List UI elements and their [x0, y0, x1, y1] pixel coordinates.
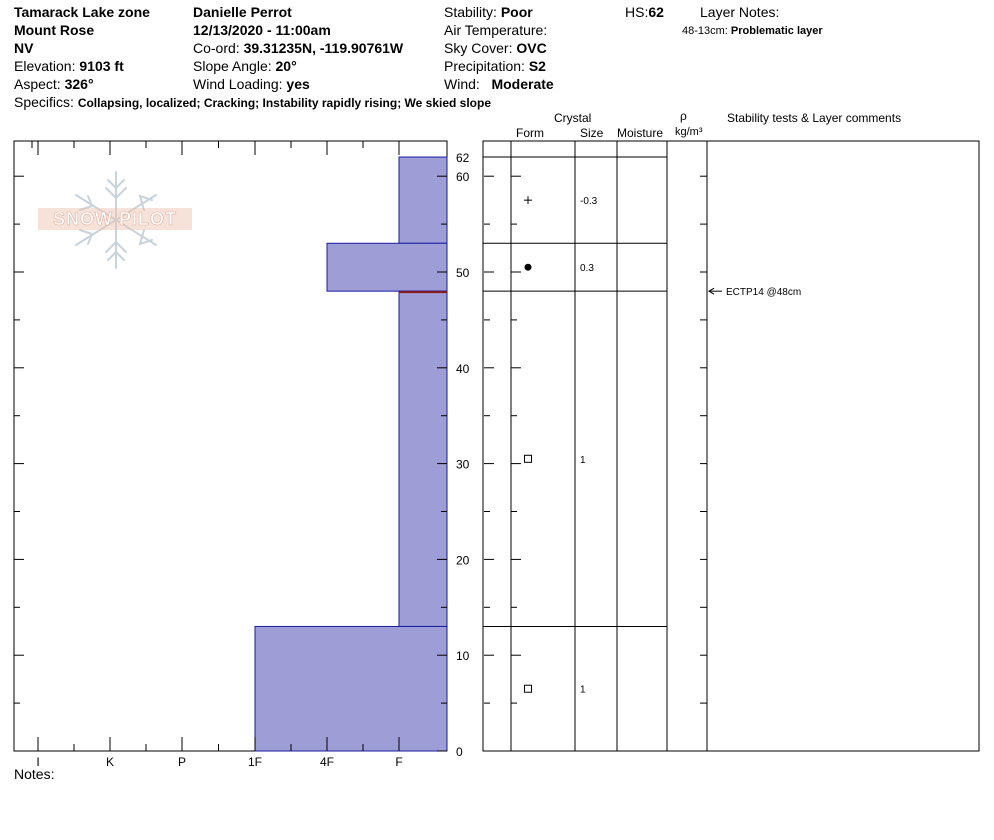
size-header: Size [580, 126, 604, 140]
hardness-label-1F: 1F [247, 755, 263, 769]
layer-bar-2 [399, 291, 447, 626]
wind-loading-value: yes [286, 76, 310, 92]
density-unit: kg/m³ [675, 126, 703, 138]
coord-value: 39.31235N, -119.90761W [243, 40, 404, 56]
hs-label: HS: [625, 4, 649, 20]
hardness-label-K: K [105, 755, 115, 769]
hardness-label-F: F [395, 755, 403, 769]
specifics-value: Collapsing, localized; Cracking; Instability rapidly rising; We skied slope [77, 96, 492, 110]
slope-label: Slope Angle: [193, 58, 272, 74]
layer-bar-1 [327, 243, 447, 291]
sky-value: OVC [516, 40, 547, 56]
snowpilot-logo-text: SNOW PILOT [38, 208, 192, 230]
height-label-40: 40 [456, 361, 470, 376]
moisture-header: Moisture [617, 126, 664, 140]
sky-label: Sky Cover: [444, 40, 513, 56]
notes-label: Notes: [14, 766, 55, 782]
stability-comments-header: Stability tests & Layer comments [727, 111, 902, 125]
coord-label: Co-ord: [193, 40, 240, 56]
slope-value: 20° [275, 58, 297, 74]
precip-label: Precipitation: [444, 58, 525, 74]
form-symbol-3 [525, 685, 532, 692]
hardness-label-P: P [177, 755, 187, 769]
hardness-label-4F: 4F [319, 755, 335, 769]
height-label-60: 60 [456, 170, 470, 185]
range-name: Mount Rose [14, 22, 95, 38]
precip-value: S2 [528, 58, 546, 74]
aspect-value: 326° [64, 76, 94, 92]
observation-datetime: 12/13/2020 - 11:00am [193, 22, 331, 38]
observer-name: Danielle Perrot [193, 4, 292, 20]
layer-table-frame [483, 141, 979, 751]
height-label-50: 50 [456, 266, 470, 280]
layer-bar-0 [399, 157, 447, 243]
crystal-header: Crystal [554, 111, 592, 125]
crystal-size-3: 1 [580, 684, 586, 696]
wind-label: Wind: [444, 76, 480, 92]
total-height-label: 62 [456, 151, 470, 166]
location-name: Tamarack Lake zone [14, 4, 150, 20]
test-label-0: ECTP14 @48cm [726, 287, 802, 299]
form-header: Form [516, 126, 544, 140]
form-symbol-1 [525, 264, 532, 271]
form-symbol-2 [525, 455, 532, 462]
aspect-label: Aspect: [14, 76, 61, 92]
height-label-10: 10 [456, 649, 470, 664]
crystal-size-2: 1 [580, 454, 586, 466]
layer-bar-3 [255, 626, 447, 751]
height-label-30: 30 [456, 457, 470, 472]
layer-notes-label: Layer Notes: [700, 4, 780, 20]
wind-loading-label: Wind Loading: [193, 76, 283, 92]
hardness-label-I: I [36, 755, 40, 769]
height-label-20: 20 [456, 553, 470, 568]
hs-value: 62 [648, 4, 664, 20]
wind-value: Moderate [491, 76, 554, 92]
stability-value: Poor [500, 4, 533, 20]
elevation-label: Elevation: [14, 58, 76, 74]
state-name: NV [14, 40, 34, 56]
density-symbol: ρ [680, 109, 687, 123]
elevation-value: 9103 ft [79, 58, 124, 74]
height-label-0: 0 [456, 745, 463, 759]
crystal-size-0: -0.3 [580, 196, 598, 208]
crystal-size-1: 0.3 [580, 263, 594, 275]
air-temperature-label: Air Temperature: [444, 22, 548, 38]
layer-note-text: Problematic layer [730, 25, 823, 37]
stability-label: Stability: [444, 4, 497, 20]
layer-note-range: 48-13cm: [682, 25, 728, 37]
specifics-label: Specifics: [14, 94, 74, 110]
